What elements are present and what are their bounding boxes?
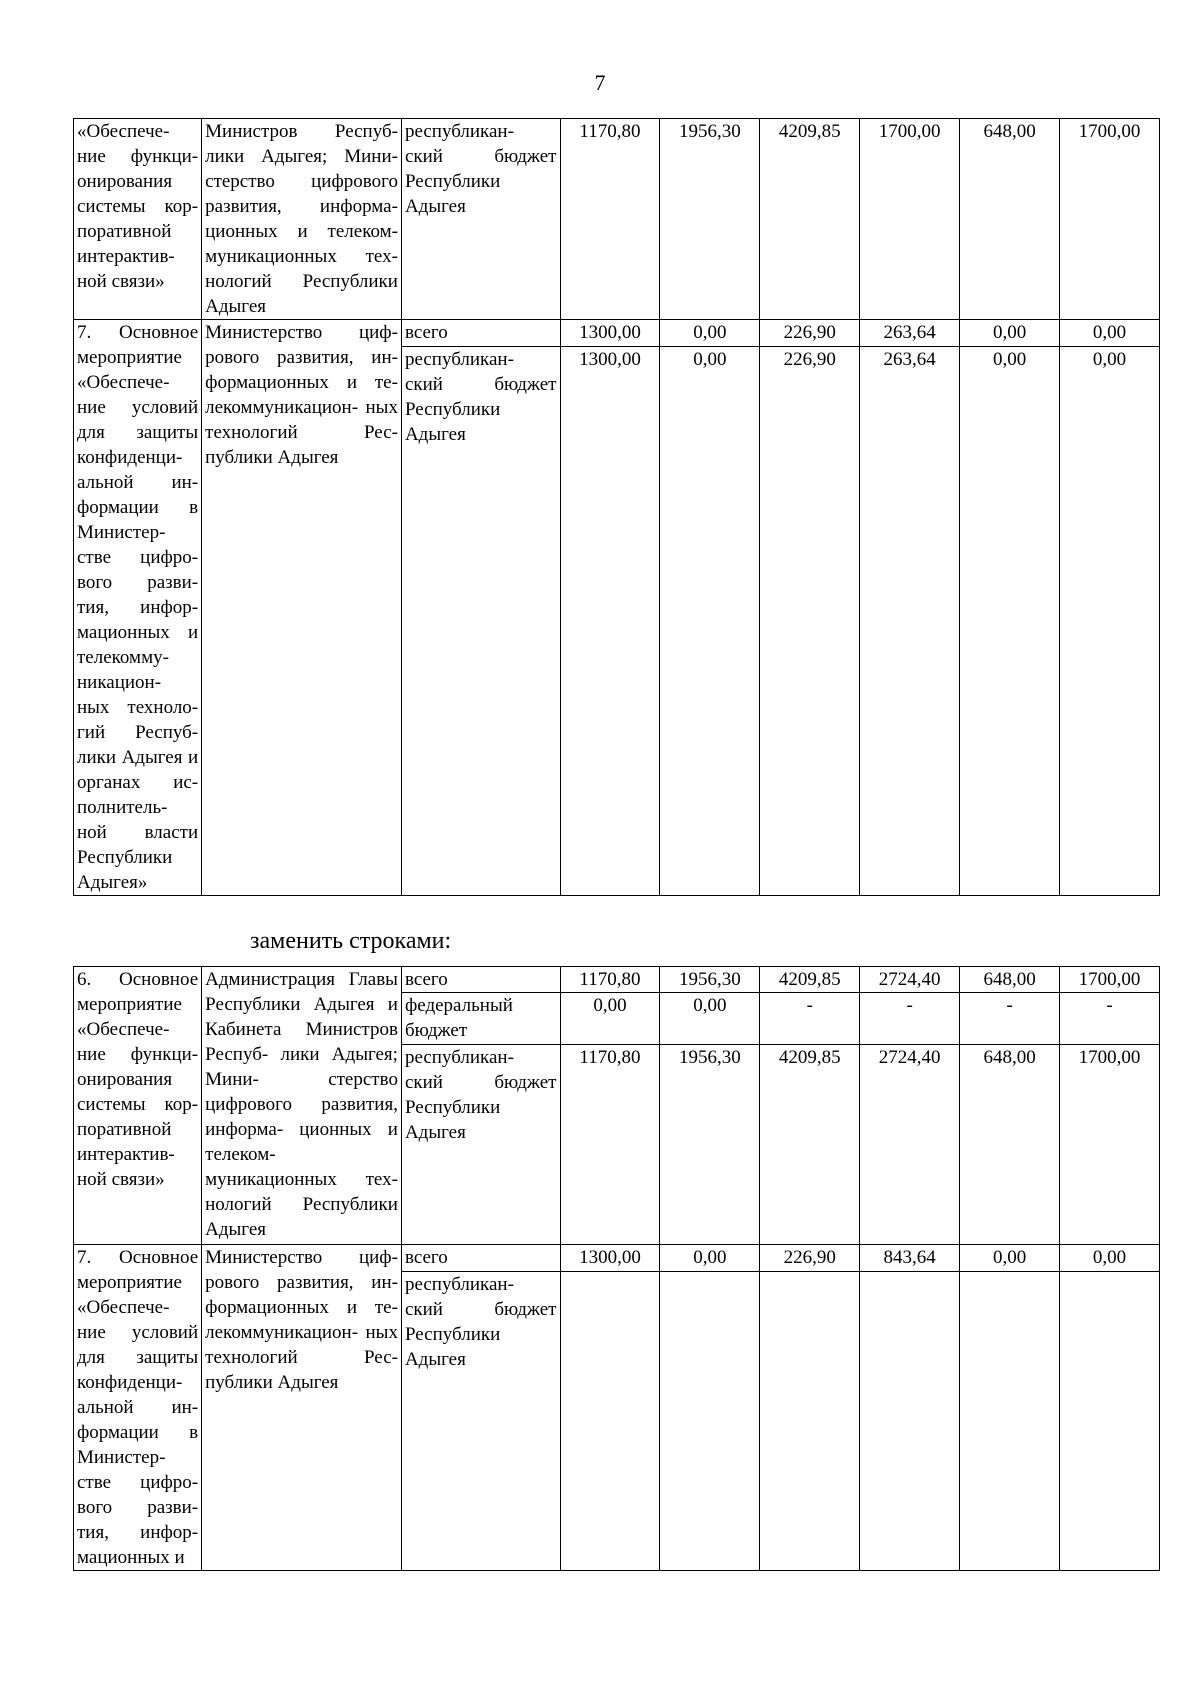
table-row [74, 119, 1160, 320]
value-cell: 263,64 [860, 320, 960, 347]
executor-cell: Министерство циф- рового развития, ин- формационных и те- лекоммуникацион- ных технологий Рес- публики Адыгея [202, 1245, 402, 1571]
value-cell: 1300,00 [560, 320, 660, 347]
value-cell: - [760, 993, 860, 1045]
value-cell: 1956,30 [660, 967, 760, 993]
source-cell: республикан- ский бюджет Республики Адыгея [401, 347, 560, 896]
value-cell [560, 1271, 660, 1570]
budget-table-replacement [73, 966, 1160, 1571]
value-cell: 2724,40 [860, 1045, 960, 1245]
source-cell: федеральный бюджет [401, 993, 560, 1045]
value-cell: 226,90 [760, 320, 860, 347]
value-cell [1060, 1271, 1160, 1570]
executor-cell: Администрация Главы Республики Адыгея и Кабинета Министров Респуб- лики Адыгея; Мини- стерство цифрового развития, информа- ционных и телеком- муникационных тех- нологий Республики Адыгея [202, 967, 402, 1245]
value-cell: 1700,00 [860, 119, 960, 320]
value-cell: 0,00 [660, 320, 760, 347]
page-number: 7 [594, 70, 606, 95]
value-cell: 2724,40 [860, 967, 960, 993]
value-cell: 648,00 [960, 119, 1060, 320]
value-cell: 0,00 [1060, 347, 1160, 896]
replace-instruction: заменить строками: [250, 928, 452, 954]
value-cell: 1700,00 [1060, 967, 1160, 993]
source-cell: всего [401, 967, 560, 993]
value-cell: 648,00 [960, 1045, 1060, 1245]
value-cell: 263,64 [860, 347, 960, 896]
source-cell: республикан- ский бюджет Республики Адыгея [401, 119, 560, 320]
value-cell: 0,00 [1060, 1245, 1160, 1272]
value-cell: 1700,00 [1060, 119, 1160, 320]
value-cell: 226,90 [760, 347, 860, 896]
source-cell: республикан- ский бюджет Республики Адыгея [401, 1045, 560, 1245]
value-cell [660, 1271, 760, 1570]
value-cell: 226,90 [760, 1245, 860, 1272]
value-cell: 1956,30 [660, 1045, 760, 1245]
table-row [74, 320, 1160, 347]
value-cell: 0,00 [960, 320, 1060, 347]
value-cell: 1956,30 [660, 119, 760, 320]
value-cell: 4209,85 [760, 967, 860, 993]
value-cell: 1300,00 [560, 347, 660, 896]
measure-name-cell: 7. Основное мероприятие «Обеспече- ние условий для защиты конфиденци- альной ин- формации в Министер- стве цифро- вого разви- тия, инфор- мационных и телекомму- никацион- ных техноло- гий Респуб- лики Адыгея и органах ис- полнитель- ной власти Республики Адыгея» [74, 320, 202, 896]
value-cell: 1170,80 [560, 967, 660, 993]
value-cell: 1300,00 [560, 1245, 660, 1272]
value-cell: - [860, 993, 960, 1045]
value-cell: 0,00 [660, 993, 760, 1045]
executor-cell: Министров Респуб- лики Адыгея; Мини- стерство цифрового развития, информа- ционных и телеком- муникационных тех- нологий Республики Адыгея [202, 119, 402, 320]
value-cell: 0,00 [960, 347, 1060, 896]
budget-table-original [73, 118, 1160, 896]
value-cell: 4209,85 [760, 119, 860, 320]
executor-cell: Министерство циф- рового развития, ин- формационных и те- лекоммуникацион- ных технологий Рес- публики Адыгея [202, 320, 402, 896]
value-cell: 0,00 [660, 347, 760, 896]
measure-name-cell: «Обеспече- ние функци- онирования системы кор- поративной интерактив- ной связи» [74, 119, 202, 320]
value-cell: 648,00 [960, 967, 1060, 993]
value-cell: 1700,00 [1060, 1045, 1160, 1245]
value-cell: 1170,80 [560, 119, 660, 320]
value-cell: - [960, 993, 1060, 1045]
value-cell: 0,00 [560, 993, 660, 1045]
source-cell: республикан- ский бюджет Республики Адыгея [401, 1271, 560, 1570]
measure-name-cell: 6. Основное мероприятие «Обеспече- ние функци- онирования системы кор- поративной интерактив- ной связи» [74, 967, 202, 1245]
value-cell [760, 1271, 860, 1570]
value-cell: - [1060, 993, 1160, 1045]
value-cell: 0,00 [660, 1245, 760, 1272]
value-cell: 1170,80 [560, 1045, 660, 1245]
table-row [74, 1245, 1160, 1272]
value-cell: 4209,85 [760, 1045, 860, 1245]
value-cell: 0,00 [960, 1245, 1060, 1272]
value-cell: 0,00 [1060, 320, 1160, 347]
table-row [74, 967, 1160, 993]
source-cell: всего [401, 320, 560, 347]
value-cell [960, 1271, 1060, 1570]
value-cell [860, 1271, 960, 1570]
measure-name-cell: 7. Основное мероприятие «Обеспече- ние условий для защиты конфиденци- альной ин- формации в Министер- стве цифро- вого разви- тия, инфор- мационных и [74, 1245, 202, 1571]
source-cell: всего [401, 1245, 560, 1272]
value-cell: 843,64 [860, 1245, 960, 1272]
